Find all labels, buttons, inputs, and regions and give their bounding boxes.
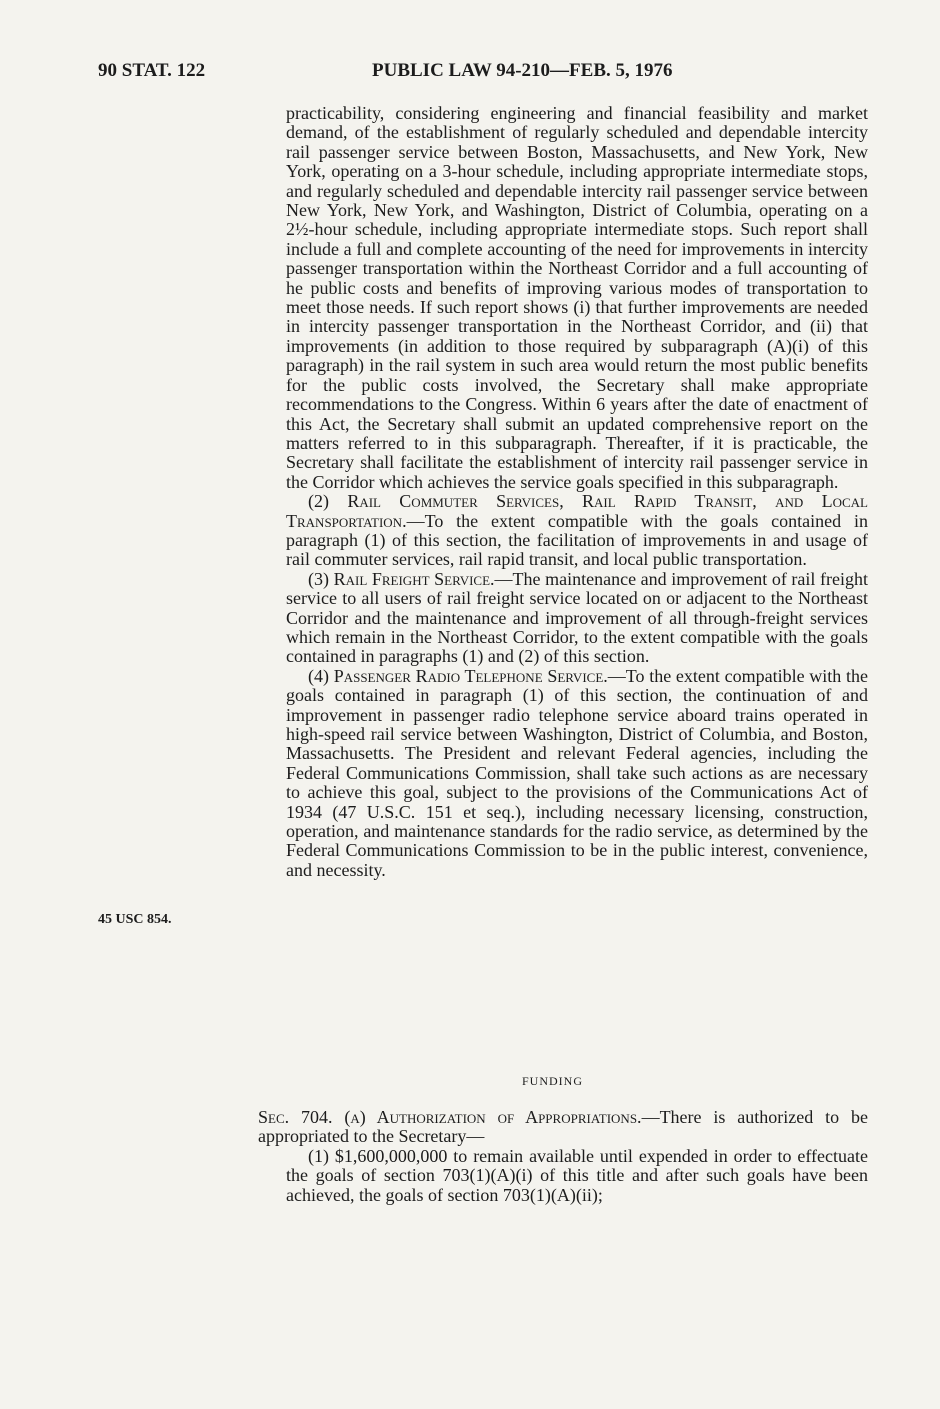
section-704-intro — [258, 1108, 868, 1147]
paragraph-3-number: (3) — [308, 568, 334, 589]
paragraph-1: practicability, considering engineering and financial feasibility and market demand, of the establishment of regularly scheduled and dependable intercity rail passenger service between Boston, Massachusetts, and New York, New York, operating on a 3-hour schedule, including appropriate intermediate stops, and regularly scheduled and dependable intercity rail passenger service between New York, New York, and Washington, District of Columbia, operating on a 2½-hour schedule, including appropriate intermediate stops. Such report shall include a full and complete accounting of the need for improvements in intercity passenger transportation within the Northeast Corridor and a full accounting of he public costs and benefits of improving various modes of transportation to meet those needs. If such report shows (i) that further improvements are needed in intercity passenger transportation in the Northeast Corridor, and (ii) that improvements (in addition to those required by subparagraph (A)(i) of this paragraph) in the rail system in such area would return the most public benefits for the public costs involved, the Secretary shall make appropriate recommendations to the Congress. Within 6 years after the date of enactment of this Act, the Secretary shall submit an updated comprehensive report on the matters referred to in this subparagraph. Thereafter, if it is practicable, the Secretary shall facilitate the establishment of intercity rail passenger service in the Corridor which achieves the service goals specified in this subparagraph. — [286, 103, 868, 492]
section-704 — [258, 1108, 868, 1205]
paragraph-2 — [286, 492, 868, 570]
paragraph-2-number: (2) — [308, 491, 348, 512]
section-704-text: —There is authorized to be appropriated to the Secretary— — [258, 1107, 869, 1147]
paragraph-2-heading: Rail Commuter Services, Rail Rapid Transit, and Local Transportation. — [286, 491, 868, 531]
stat-reference: 90 STAT. 122 — [98, 60, 206, 81]
funding-heading: FUNDING — [522, 1074, 583, 1088]
page-header — [0, 60, 940, 90]
paragraph-4-heading: Passenger Radio Telephone Service. — [333, 665, 608, 686]
law-title: PUBLIC LAW 94-210—FEB. 5, 1976 — [372, 60, 673, 81]
paragraph-4-text: —To the extent compatible with the goals contained in paragraph (1) of this section, the continuation of and improvement in passenger radio telephone service aboard trains operated in high-speed rail service between Washington, District of Columbia, and Boston, Massachusetts. The President and relevant Federal agencies, including the Federal Communications Commission, shall take such actions as are necessary to achieve this goal, subject to the provisions of the Communications Act of 1934 (47 U.S.C. 151 et seq.), including necessary licensing, construction, operation, and maintenance standards for the radio service, as determined by the Federal Communications Commission to be in the public interest, convenience, and necessity. — [286, 665, 868, 880]
paragraph-4-number: (4) — [308, 665, 334, 686]
paragraph-3-heading: Rail Freight Service. — [333, 568, 495, 589]
section-704-heading: Authorization of Appropriations. — [376, 1107, 642, 1127]
usc-margin-note: 45 USC 854. — [98, 912, 172, 927]
paragraph-2-text: —To the extent compatible with the goals contained in paragraph (1) of this section, the facilitation of improvements in and usage of rail commuter services, rail rapid transit, and local public transportation. — [286, 510, 868, 570]
paragraph-3-text: —The maintenance and improvement of rail freight service to all users of rail freight service located on or adjacent to the Northeast Corridor and the maintenance and improvement of all through-freight services which remain in the Northeast Corridor, to the extent compatible with the goals contained in paragraphs (1) and (2) of this section. — [286, 568, 868, 667]
section-704-number: Sec. 704. (a) — [258, 1107, 377, 1127]
paragraph-3 — [286, 570, 868, 667]
paragraph-4 — [286, 667, 868, 880]
section-704-item-1: (1) $1,600,000,000 to remain available until expended in order to effectuate the goals of section 703(1)(A)(i) of this title and after such goals have been achieved, the goals of section 703(1)(A)(ii); — [286, 1145, 868, 1205]
main-text — [286, 104, 868, 880]
